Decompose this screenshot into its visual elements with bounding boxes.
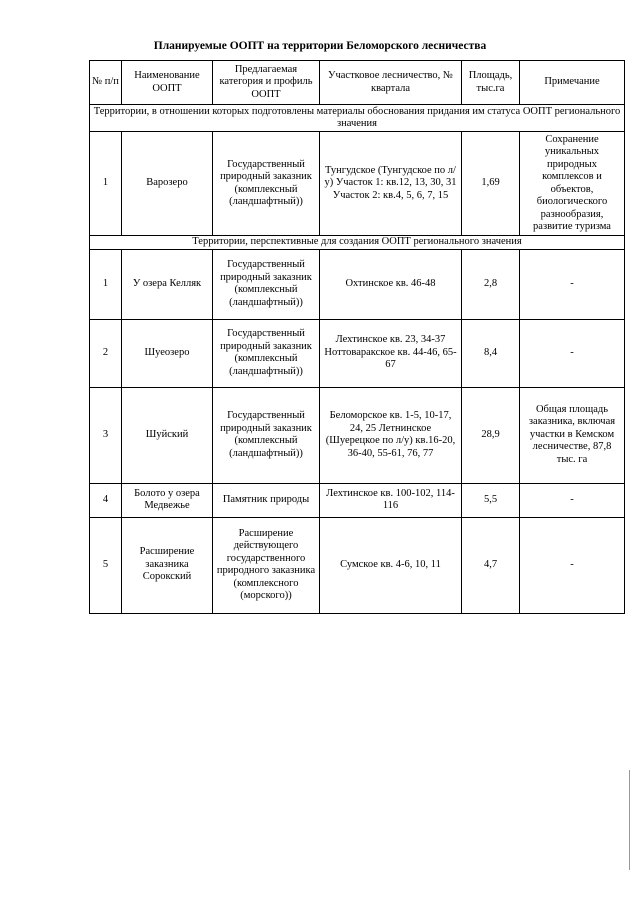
table-row [90, 387, 625, 483]
row-area: 28,9 [462, 387, 520, 483]
row-num: 2 [90, 319, 122, 387]
row-location: Беломорское кв. 1-5, 10-17, 24, 25 Летнинское (Шуерецкое по л/у) кв.16-20, 36-40, 55-61, 76, 77 [320, 387, 462, 483]
section-heading-2 [90, 236, 625, 250]
row-num: 3 [90, 387, 122, 483]
row-num: 1 [90, 132, 122, 236]
oopt-table [89, 60, 625, 614]
row-name: Шуеозеро [122, 319, 213, 387]
header-category: Предлагаемая категория и профиль ООПТ [213, 61, 320, 105]
table-row [90, 517, 625, 613]
header-name: Наименование ООПТ [122, 61, 213, 105]
row-num: 4 [90, 483, 122, 517]
row-area: 1,69 [462, 132, 520, 236]
header-location: Участковое лесничество, № квартала [320, 61, 462, 105]
row-location: Лехтинское кв. 100-102, 114-116 [320, 483, 462, 517]
row-area: 2,8 [462, 249, 520, 319]
row-location: Охтинское кв. 46-48 [320, 249, 462, 319]
row-num: 1 [90, 249, 122, 319]
row-area: 8,4 [462, 319, 520, 387]
header-note: Примечание [520, 61, 625, 105]
row-name: Расширение заказника Сорокский [122, 517, 213, 613]
row-category: Государственный природный заказник (комплексный (ландшафтный)) [213, 249, 320, 319]
row-location: Сумское кв. 4-6, 10, 11 [320, 517, 462, 613]
row-name: У озера Келляк [122, 249, 213, 319]
row-area: 5,5 [462, 483, 520, 517]
row-category: Расширение действующего государственного природного заказника (комплексного (морского)) [213, 517, 320, 613]
row-name: Шуйский [122, 387, 213, 483]
row-note: Общая площадь заказника, включая участки в Кемском лесничестве, 87,8 тыс. га [520, 387, 625, 483]
row-category: Государственный природный заказник (комплексный (ландшафтный)) [213, 387, 320, 483]
section-title-2: Территории, перспективные для создания ООПТ регионального значения [90, 236, 625, 250]
row-note: - [520, 517, 625, 613]
row-area: 4,7 [462, 517, 520, 613]
row-note: - [520, 319, 625, 387]
header-num: № п/п [90, 61, 122, 105]
row-name: Болото у озера Медвежье [122, 483, 213, 517]
section-heading-1 [90, 105, 625, 132]
section-title-1: Территории, в отношении которых подготовлены материалы обоснования придания им статуса ООПТ регионального значения [90, 105, 625, 132]
row-name: Варозеро [122, 132, 213, 236]
row-note: Сохранение уникальных природных комплексов и объектов, биологического разнообразия, развитие туризма [520, 132, 625, 236]
table-row [90, 132, 625, 236]
row-category: Государственный природный заказник (комплексный (ландшафтный)) [213, 132, 320, 236]
row-num: 5 [90, 517, 122, 613]
table-row [90, 249, 625, 319]
table-row [90, 483, 625, 517]
header-row [90, 61, 625, 105]
row-note: - [520, 483, 625, 517]
row-location: Лехтинское кв. 23, 34-37 Ноттоваракское кв. 44-46, 65-67 [320, 319, 462, 387]
row-note: - [520, 249, 625, 319]
header-area: Площадь, тыс.га [462, 61, 520, 105]
row-category: Памятник природы [213, 483, 320, 517]
row-location: Тунгудское (Тунгудское по л/у) Участок 1: кв.12, 13, 30, 31 Участок 2: кв.4, 5, 6, 7, 15 [320, 132, 462, 236]
row-category: Государственный природный заказник (комплексный (ландшафтный)) [213, 319, 320, 387]
document-title: Планируемые ООПТ на территории Беломорского лесничества [153, 40, 487, 52]
table-row [90, 319, 625, 387]
scan-edge-mark [629, 770, 630, 870]
